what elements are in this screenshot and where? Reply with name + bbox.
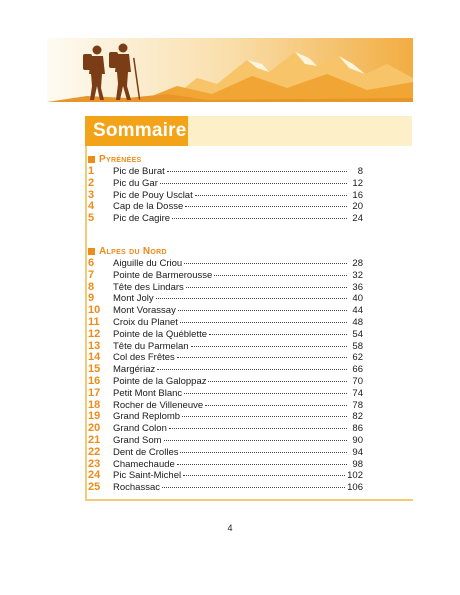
entry-number: 16 bbox=[88, 374, 101, 387]
entry-number: 10 bbox=[88, 304, 101, 317]
section-square-icon bbox=[88, 248, 95, 255]
entry-page: 86 bbox=[352, 423, 363, 435]
section-heading bbox=[88, 245, 363, 257]
toc-section-pyrenees bbox=[88, 153, 363, 225]
entry-page: 66 bbox=[352, 364, 363, 376]
dot-leader bbox=[186, 287, 347, 288]
entry-title: Pic Saint-Michel bbox=[113, 470, 182, 482]
toc-entry[interactable] bbox=[88, 293, 363, 305]
entry-title: Pic de Cagire bbox=[113, 213, 171, 225]
entry-title: Rochassac bbox=[113, 482, 160, 494]
entry-page: 8 bbox=[357, 166, 363, 177]
toc-entry[interactable] bbox=[88, 305, 363, 317]
dot-leader bbox=[167, 171, 347, 172]
entry-number: 22 bbox=[88, 445, 101, 458]
entry-page: 62 bbox=[352, 352, 363, 364]
mountain-range-illustration bbox=[47, 38, 413, 102]
entry-title: Rocher de Villeneuve bbox=[113, 399, 204, 411]
entry-page: 24 bbox=[352, 213, 363, 225]
toc-entry[interactable] bbox=[88, 388, 363, 400]
entry-page: 58 bbox=[352, 340, 363, 352]
section-title: Pyrénées bbox=[99, 153, 142, 165]
page-number: 4 bbox=[227, 523, 233, 533]
entry-number: 2 bbox=[88, 176, 95, 189]
toc-entry[interactable] bbox=[88, 213, 363, 225]
entry-page: 16 bbox=[352, 189, 363, 201]
toc-entry[interactable] bbox=[88, 459, 363, 471]
entry-number: 7 bbox=[88, 268, 95, 281]
toc-entry[interactable] bbox=[88, 411, 363, 423]
dot-leader bbox=[164, 440, 347, 441]
entry-title: Grand Som bbox=[113, 434, 162, 446]
toc-entry[interactable] bbox=[88, 482, 363, 494]
entry-number: 20 bbox=[88, 422, 101, 435]
entry-title: Mont Vorassay bbox=[113, 305, 176, 317]
entry-title: Pointe de la Galoppaz bbox=[113, 375, 207, 387]
entry-page: 106 bbox=[347, 482, 363, 494]
entry-page: 102 bbox=[347, 470, 363, 482]
frame-left-border bbox=[85, 146, 87, 500]
entry-page: 98 bbox=[352, 458, 363, 470]
toc-entry[interactable] bbox=[88, 423, 363, 435]
entry-page: 54 bbox=[352, 328, 363, 340]
entry-page: 90 bbox=[352, 434, 363, 446]
entry-title: Tête du Parmelan bbox=[113, 340, 189, 352]
entry-title: Col des Frêtes bbox=[113, 352, 175, 364]
entry-number: 12 bbox=[88, 327, 101, 340]
entry-page: 36 bbox=[352, 281, 363, 293]
entry-number: 23 bbox=[88, 457, 101, 470]
entry-title: Aiguille du Criou bbox=[113, 258, 183, 269]
entry-title: Pointe de la Québlette bbox=[113, 328, 208, 340]
entry-number: 19 bbox=[88, 410, 101, 423]
entry-title: Pointe de Barmerousse bbox=[113, 269, 213, 281]
header-banner bbox=[47, 38, 413, 102]
entry-number: 21 bbox=[88, 433, 101, 446]
toc-entry[interactable] bbox=[88, 352, 363, 364]
entry-number: 17 bbox=[88, 386, 101, 399]
entry-title: Grand Replomb bbox=[113, 411, 181, 423]
toc-entry[interactable] bbox=[88, 364, 363, 376]
dot-leader bbox=[169, 428, 347, 429]
toc-entry[interactable] bbox=[88, 190, 363, 202]
dot-leader bbox=[191, 346, 347, 347]
dot-leader bbox=[160, 183, 347, 184]
entry-page: 48 bbox=[352, 316, 363, 328]
entry-number: 18 bbox=[88, 398, 101, 411]
toc-entry[interactable] bbox=[88, 376, 363, 388]
toc-entry[interactable] bbox=[88, 435, 363, 447]
entry-title: Pic de Burat bbox=[113, 166, 165, 177]
entry-page: 82 bbox=[352, 411, 363, 423]
entry-number: 8 bbox=[88, 280, 95, 293]
dot-leader bbox=[180, 452, 347, 453]
entry-title: Pic de Pouy Usclat bbox=[113, 189, 193, 201]
toc-entry[interactable] bbox=[88, 470, 363, 482]
toc-entry[interactable] bbox=[88, 201, 363, 213]
dot-leader bbox=[184, 393, 347, 394]
toc-entry[interactable] bbox=[88, 178, 363, 190]
entry-number: 25 bbox=[88, 481, 101, 494]
entry-number: 4 bbox=[88, 200, 95, 213]
entry-title: Croix du Planet bbox=[113, 316, 178, 328]
entry-page: 12 bbox=[352, 177, 363, 189]
dot-leader bbox=[172, 218, 347, 219]
entry-title: Margériaz bbox=[113, 364, 156, 376]
toc-entry[interactable] bbox=[88, 258, 363, 270]
dot-leader bbox=[195, 195, 347, 196]
toc-entry[interactable] bbox=[88, 400, 363, 412]
dot-leader bbox=[162, 487, 345, 488]
section-heading bbox=[88, 153, 363, 165]
toc-entry[interactable] bbox=[88, 447, 363, 459]
section-square-icon bbox=[88, 156, 95, 163]
toc-entry[interactable] bbox=[88, 270, 363, 282]
entry-title: Chamechaude bbox=[113, 458, 175, 470]
section-title: Alpes du Nord bbox=[99, 245, 167, 257]
dot-leader bbox=[185, 206, 347, 207]
dot-leader bbox=[208, 381, 347, 382]
toc-entry[interactable] bbox=[88, 282, 363, 294]
entry-title: Petit Mont Blanc bbox=[113, 387, 183, 399]
entry-number: 15 bbox=[88, 363, 101, 376]
toc-entry[interactable] bbox=[88, 317, 363, 329]
toc-section-alpes-du-nord bbox=[88, 245, 363, 494]
entry-number: 14 bbox=[88, 351, 101, 364]
toc-entry[interactable] bbox=[88, 329, 363, 341]
dot-leader bbox=[178, 310, 347, 311]
entry-number: 11 bbox=[88, 315, 100, 328]
dot-leader bbox=[209, 334, 347, 335]
dot-leader bbox=[205, 405, 347, 406]
frame-bottom-border bbox=[85, 499, 413, 501]
entry-title: Cap de la Dosse bbox=[113, 201, 184, 213]
entry-title: Grand Colon bbox=[113, 423, 167, 435]
entry-page: 44 bbox=[352, 305, 363, 317]
dot-leader bbox=[214, 275, 347, 276]
entry-number: 1 bbox=[88, 165, 95, 177]
dot-leader bbox=[156, 298, 347, 299]
toc-entry[interactable] bbox=[88, 341, 363, 353]
entry-title: Dent de Crolles bbox=[113, 446, 179, 458]
page-title: Sommaire bbox=[85, 116, 188, 146]
entry-number: 6 bbox=[88, 257, 95, 269]
entry-number: 9 bbox=[88, 292, 95, 305]
dot-leader bbox=[184, 263, 347, 264]
entry-title: Pic du Gar bbox=[113, 177, 158, 189]
entry-title: Mont Joly bbox=[113, 293, 154, 305]
toc-entry[interactable] bbox=[88, 166, 363, 178]
entry-page: 78 bbox=[352, 399, 363, 411]
entry-number: 24 bbox=[88, 469, 101, 482]
dot-leader bbox=[180, 322, 347, 323]
entry-title: Tête des Lindars bbox=[113, 281, 184, 293]
dot-leader bbox=[157, 369, 347, 370]
entry-page: 94 bbox=[352, 446, 363, 458]
entry-page: 32 bbox=[352, 269, 363, 281]
entry-number: 3 bbox=[88, 188, 95, 201]
entry-number: 13 bbox=[88, 339, 101, 352]
entry-page: 28 bbox=[352, 258, 363, 269]
entry-page: 70 bbox=[352, 375, 363, 387]
dot-leader bbox=[183, 475, 345, 476]
entry-page: 20 bbox=[352, 201, 363, 213]
entry-number: 5 bbox=[88, 212, 95, 225]
entry-page: 74 bbox=[352, 387, 363, 399]
dot-leader bbox=[177, 357, 347, 358]
dot-leader bbox=[177, 464, 347, 465]
entry-page: 40 bbox=[352, 293, 363, 305]
dot-leader bbox=[182, 416, 347, 417]
